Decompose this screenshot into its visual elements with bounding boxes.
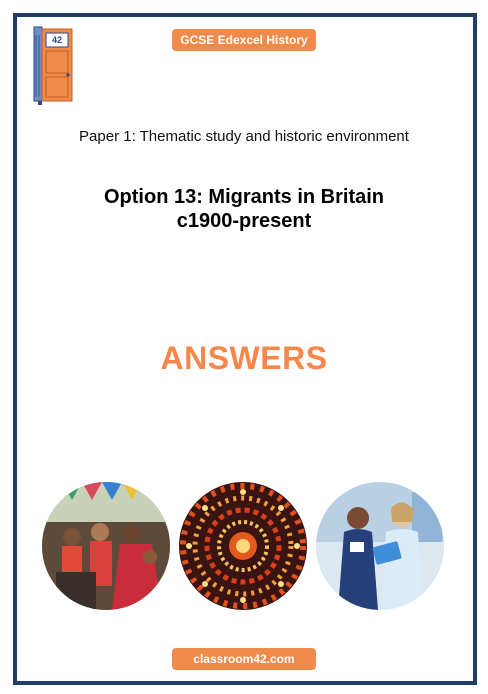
website-badge[interactable]: classroom42.com xyxy=(172,648,316,670)
carnival-crowd-photo xyxy=(42,482,170,610)
option-title-line1: Option 13: Migrants in Britain xyxy=(103,186,384,208)
answers-heading: ANSWERS xyxy=(160,340,328,376)
course-badge: GCSE Edexcel History xyxy=(172,29,316,51)
option-title xyxy=(0,185,488,233)
paper-subtitle: Paper 1: Thematic study and historic environment xyxy=(79,128,409,145)
nurses-photo xyxy=(316,482,444,610)
diwali-lamps-photo xyxy=(179,482,307,610)
logo-number: 42 xyxy=(51,35,62,45)
classroom42-logo xyxy=(32,25,76,107)
option-title-line2: c1900-present xyxy=(176,210,312,232)
